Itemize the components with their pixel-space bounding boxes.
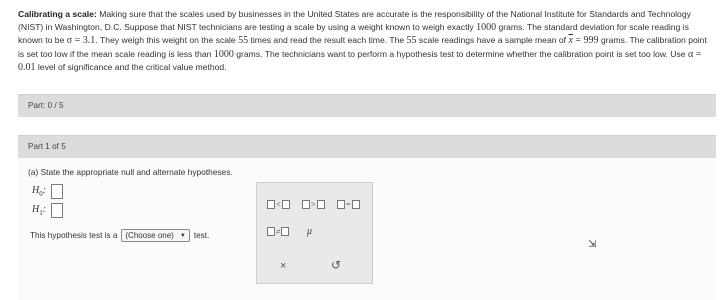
h-symbol: H: [32, 204, 40, 215]
h-symbol: H: [32, 185, 40, 196]
problem-text: . They weigh this weight on the scale: [95, 35, 239, 46]
weight-value: 1000: [476, 22, 497, 34]
problem-text: grams. The calibration point is set too low if the mean scale reading is less than: [18, 35, 707, 59]
operator-label: <: [276, 200, 281, 209]
chevron-down-icon: ▼: [179, 232, 186, 239]
symbol-palette: [256, 182, 373, 284]
xbar-symbol: $\overline{x}$: [568, 35, 573, 47]
mu-button[interactable]: μ: [307, 226, 313, 237]
alternate-hypothesis-input[interactable]: [51, 203, 63, 218]
operator-label: ≠: [276, 227, 281, 236]
h-subscript: 1: [39, 209, 43, 217]
null-hypothesis-input[interactable]: [51, 184, 63, 199]
sigma-value: σ = 3.1: [66, 35, 96, 47]
problem-text: scale readings have a sample mean of: [416, 35, 569, 46]
question-instruction: (a) State the appropriate null and alternate hypotheses.: [28, 167, 233, 177]
test-type-suffix: test.: [193, 231, 210, 240]
alternate-hypothesis-row: [32, 203, 63, 218]
placeholder-box-icon: [337, 200, 345, 209]
sample-size: 55: [238, 35, 249, 47]
mouse-cursor-icon: ⇲: [588, 239, 597, 250]
test-type-prefix: This hypothesis test is a: [30, 231, 118, 240]
h1-label: $H_1$:: [32, 204, 47, 217]
problem-title: Calibrating a scale:: [18, 9, 97, 19]
operator-label: >: [311, 200, 316, 209]
part-progress-bar: [18, 94, 716, 117]
equals-button[interactable]: [337, 200, 360, 209]
problem-text: grams. The technicians want to perform a hypothesis test to determine whether the calibration point is set too low. Use: [233, 48, 688, 59]
test-type-select[interactable]: [121, 229, 189, 242]
undo-button[interactable]: ↺: [331, 258, 342, 272]
problem-text: Making sure that the scales used by businesses in the United States are accurate is the responsibility of the National Institute for Standards and Technology (NIST) in Washington, D.C. Suppose that NIST technicians are testing a scale by using a weight known to weigh exactly: [18, 9, 691, 33]
part-progress-label: Part: 0 / 5: [28, 101, 64, 110]
current-part-label: Part 1 of 5: [28, 142, 66, 151]
h0-label: $H_0$:: [32, 185, 47, 198]
current-part-header: [18, 135, 716, 158]
not-equal-button[interactable]: [267, 227, 289, 236]
alpha-value: α = 0.01: [18, 48, 702, 73]
sample-mean: = 999: [572, 35, 599, 47]
sample-size: 55: [406, 35, 417, 47]
problem-text: times and read the result each time. The: [248, 35, 407, 46]
operator-label: =: [346, 200, 351, 209]
test-type-select-value: (Choose one): [125, 231, 174, 240]
h-subscript: 0: [39, 190, 43, 198]
null-hypothesis-row: [32, 184, 63, 199]
placeholder-box-icon: [282, 200, 290, 209]
less-than-button[interactable]: [267, 200, 290, 209]
problem-statement: [18, 8, 708, 74]
placeholder-box-icon: [302, 200, 310, 209]
greater-than-button[interactable]: [302, 200, 325, 209]
placeholder-box-icon: [267, 200, 275, 209]
placeholder-box-icon: [267, 227, 275, 236]
test-type-line: [30, 229, 209, 242]
placeholder-box-icon: [352, 200, 360, 209]
placeholder-box-icon: [281, 227, 289, 236]
weight-value: 1000: [213, 48, 234, 60]
problem-text: level of significance and the critical value method.: [35, 61, 227, 72]
clear-button[interactable]: ×: [280, 260, 287, 272]
problem-text: grams. The standard deviation for scale reading is known to be: [18, 22, 689, 46]
placeholder-box-icon: [317, 200, 325, 209]
